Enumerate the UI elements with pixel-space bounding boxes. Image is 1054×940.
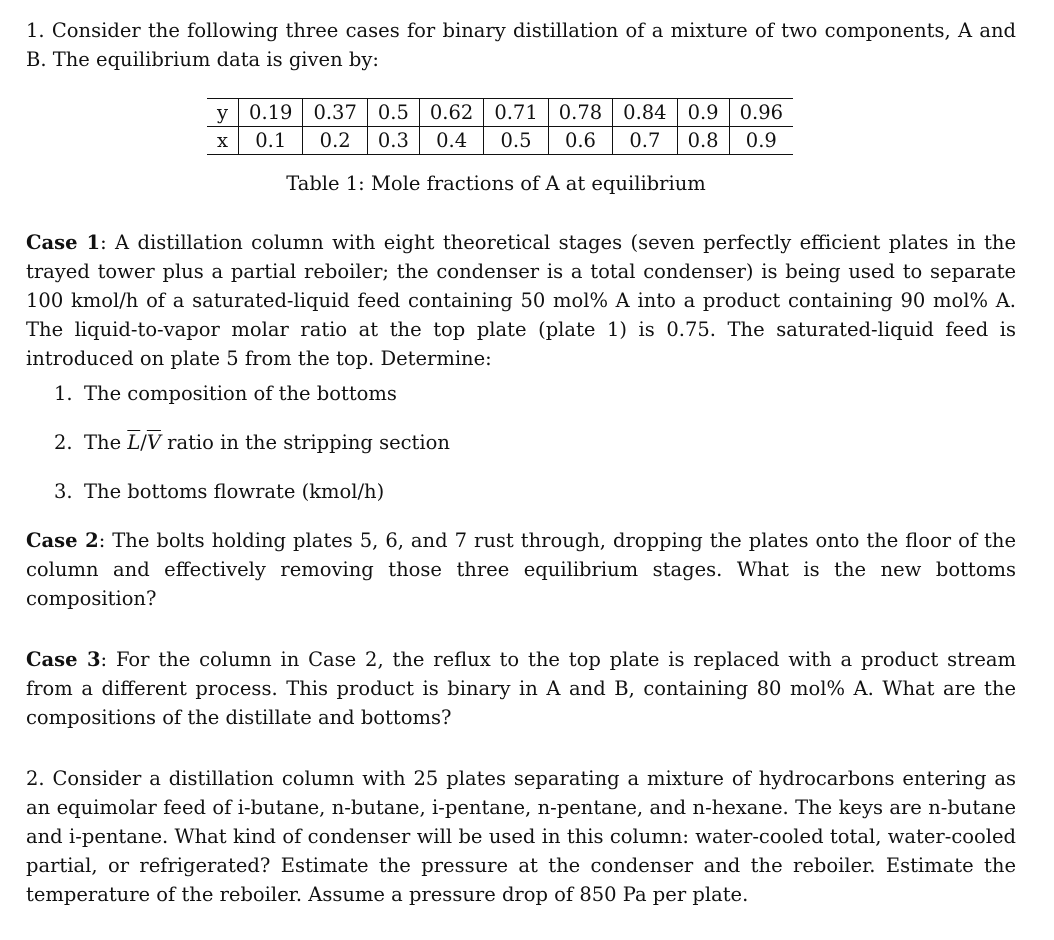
table-cell: 0.2 <box>303 127 367 155</box>
list-number: 1. <box>54 382 73 405</box>
table-cell: 0.62 <box>419 99 483 127</box>
case-1-list <box>26 379 1016 506</box>
table-cell: 0.9 <box>677 99 729 127</box>
table-row-x <box>207 127 793 155</box>
table-cell: 0.78 <box>548 99 612 127</box>
row-label-y: y <box>207 99 239 127</box>
table-cell: 0.9 <box>729 127 793 155</box>
list-text-post: ratio in the stripping section <box>160 431 450 454</box>
table-cell: 0.7 <box>613 127 677 155</box>
table-cell: 0.37 <box>303 99 367 127</box>
table-cell: 0.84 <box>613 99 677 127</box>
list-text-pre: The <box>84 431 128 454</box>
question-1-intro: 1. Consider the following three cases for binary distillation of a mixture of two components, A and B. The equilibrium data is given by: <box>26 19 1016 71</box>
list-text: The bottoms flowrate (kmol/h) <box>84 480 385 503</box>
list-number: 2. <box>54 431 73 454</box>
list-item <box>54 477 1016 506</box>
table-cell: 0.6 <box>548 127 612 155</box>
case-3-text: : For the column in Case 2, the reflux to the top plate is replaced with a product stream from a different process. This product is binary in A and B, containing 80 mol% A. What are the compositions of the distillate and bottoms? <box>26 648 1016 729</box>
table-cell: 0.96 <box>729 99 793 127</box>
ratio-slash: / <box>140 431 147 454</box>
table-cell: 0.4 <box>419 127 483 155</box>
equilibrium-table <box>207 98 793 155</box>
case-2-label: Case 2 <box>26 529 99 552</box>
table-row-y <box>207 99 793 127</box>
case-1-text: : A distillation column with eight theoretical stages (seven perfectly efficient plates in the trayed tower plus a partial reboiler; the condenser is a total condenser) is being used to separate 100 kmol/h of a saturated-liquid feed containing 50 mol% A into a product containing 90 mol% A. The liquid-to-vapor molar ratio at the top plate (plate 1) is 0.75. The saturated-liquid feed is introduced on plate 5 from the top. Determine: <box>26 231 1016 370</box>
list-text: The composition of the bottoms <box>84 382 397 405</box>
case-3-paragraph <box>26 645 1016 732</box>
table-cell: 0.5 <box>484 127 548 155</box>
table-cell: 0.8 <box>677 127 729 155</box>
table-caption: Table 1: Mole fractions of A at equilibrium <box>286 172 706 195</box>
case-2-paragraph <box>26 526 1016 613</box>
list-item <box>54 428 1016 457</box>
case-2-text: : The bolts holding plates 5, 6, and 7 rust through, dropping the plates onto the floor of the column and effectively removing those three equilibrium stages. What is the new bottoms composition? <box>26 529 1016 610</box>
l-bar-symbol: $\overline{L}$ <box>127 431 141 454</box>
table-cell: 0.19 <box>239 99 303 127</box>
table-cell: 0.1 <box>239 127 303 155</box>
v-bar-symbol: $\overline{V}$ <box>146 431 161 454</box>
case-1-paragraph <box>26 228 1016 373</box>
case-1-label: Case 1 <box>26 231 101 254</box>
table-cell: 0.71 <box>484 99 548 127</box>
table-cell: 0.3 <box>367 127 419 155</box>
case-3-label: Case 3 <box>26 648 101 671</box>
row-label-x: x <box>207 127 239 155</box>
list-item <box>54 379 1016 408</box>
list-number: 3. <box>54 480 73 503</box>
table-cell: 0.5 <box>367 99 419 127</box>
question-2-paragraph: 2. Consider a distillation column with 25 plates separating a mixture of hydrocarbons entering as an equimolar feed of i-butane, n-butane, i-pentane, n-pentane, and n-hexane. The keys are n-butane and i-pentane. What kind of condenser will be used in this column: water-cooled total, water-cooled partial, or refrigerated? Estimate the pressure at the condenser and the reboiler. Estimate the temperature of the reboiler. Assume a pressure drop of 850 Pa per plate. <box>26 767 1016 906</box>
